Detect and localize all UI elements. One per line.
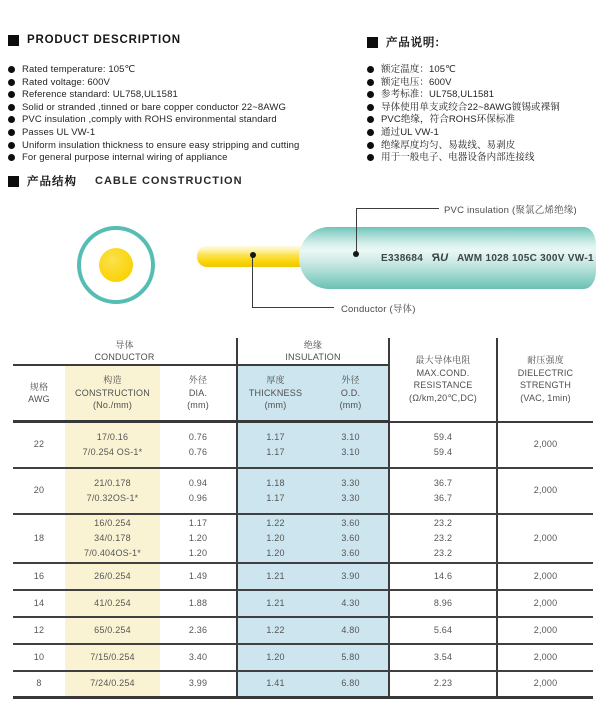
dia-cell: 0.94 0.96 <box>160 468 237 514</box>
bullet-icon <box>367 91 374 98</box>
table-header-od: 外径 O.D. (mm) <box>313 365 389 422</box>
bullet-text: For general purpose internal wiring of appliance <box>22 152 228 164</box>
thickness-cell: 1.17 1.17 <box>237 422 313 468</box>
dia-cell: 1.17 1.20 1.20 <box>160 514 237 563</box>
thickness-cell: 1.22 1.20 1.20 <box>237 514 313 563</box>
table-header-construction: 构造 CONSTRUCTION (No./mm) <box>65 365 160 422</box>
bullet-list-item <box>8 127 360 140</box>
spec-row-awg-8 <box>13 671 593 698</box>
spec-row-awg-12 <box>13 617 593 644</box>
spec-table-body <box>13 422 593 698</box>
insulation-label: PVC insulation (聚氯乙烯绝缘) <box>444 205 577 216</box>
bullet-text: 通过UL VW-1 <box>381 126 439 138</box>
product-notes-header <box>367 34 440 50</box>
table-header-dielectric: 耐压强度 DIELECTRIC STRENGTH (VAC, 1min) <box>497 338 593 422</box>
dia-cell: 1.88 <box>160 590 237 617</box>
resistance-cell: 36.7 36.7 <box>389 468 497 514</box>
bullet-list-item <box>367 89 599 102</box>
cable-construction-title-en: CABLE CONSTRUCTION <box>95 175 243 187</box>
dia-cell: 0.76 0.76 <box>160 422 237 468</box>
spec-row-awg-16 <box>13 563 593 590</box>
resistance-cell: 3.54 <box>389 644 497 671</box>
od-cell: 3.90 <box>313 563 389 590</box>
resistance-cell: 8.96 <box>389 590 497 617</box>
resistance-cell: 14.6 <box>389 563 497 590</box>
bullet-list-item <box>8 89 360 102</box>
bullet-icon <box>8 66 15 73</box>
conductor-core-icon <box>99 248 133 282</box>
awg-cell: 12 <box>13 617 65 644</box>
spec-row-awg-14 <box>13 590 593 617</box>
bullet-list-item <box>367 102 599 115</box>
bullet-icon <box>367 66 374 73</box>
dielectric-cell: 2,000 <box>497 563 593 590</box>
table-group-insulation: 绝缘 INSULATION <box>237 338 389 365</box>
thickness-cell: 1.20 <box>237 644 313 671</box>
dielectric-cell: 2,000 <box>497 468 593 514</box>
od-cell: 3.30 3.30 <box>313 468 389 514</box>
bullet-icon <box>367 79 374 86</box>
bullet-icon <box>367 104 374 111</box>
construction-cell: 17/0.16 7/0.254 OS-1* <box>65 422 160 468</box>
cable-cross-section-icon <box>77 226 155 304</box>
bullet-text: 参考标准：UL758,UL1581 <box>381 89 495 101</box>
bullet-icon <box>367 142 374 149</box>
dielectric-cell: 2,000 <box>497 671 593 698</box>
bullet-list-item <box>8 64 360 77</box>
awg-cell: 14 <box>13 590 65 617</box>
thickness-cell: 1.21 <box>237 563 313 590</box>
ul-recognized-mark-icon: RU <box>432 252 449 264</box>
bullet-text: 导体使用单支或绞合22~8AWG镀锡或裸铜 <box>381 101 560 113</box>
bullet-text: Reference standard: UL758,UL1581 <box>22 89 178 101</box>
bullet-text: PVC绝缘，符合ROHS环保标准 <box>381 114 516 126</box>
product-description-title: PRODUCT DESCRIPTION <box>27 34 181 46</box>
resistance-cell: 23.2 23.2 23.2 <box>389 514 497 563</box>
conductor-side-view-icon <box>197 246 315 267</box>
table-group-row <box>13 338 593 365</box>
table-header-dia: 外径 DIA. (mm) <box>160 365 237 422</box>
bullet-icon <box>8 142 15 149</box>
bullet-list-item <box>367 64 599 77</box>
table-header-resistance: 最大导体电阻 MAX.COND. RESISTANCE (Ω/km,20℃,DC) <box>389 338 497 422</box>
bullet-list-item <box>8 77 360 90</box>
spec-row-awg-20 <box>13 468 593 514</box>
section-marker-icon <box>367 37 378 48</box>
cable-construction-header <box>8 173 243 189</box>
bullet-icon <box>8 154 15 161</box>
bullet-list-item <box>367 127 599 140</box>
bullet-list-item <box>8 102 360 115</box>
bullet-text: Solid or stranded ,tinned or bare copper conductor 22~8AWG <box>22 101 286 113</box>
bullet-icon <box>367 116 374 123</box>
ul-file-number: E338684 <box>381 252 424 264</box>
insulation-leader-line <box>356 208 357 254</box>
section-marker-icon <box>8 176 19 187</box>
product-description-header <box>8 34 181 46</box>
resistance-cell: 5.64 <box>389 617 497 644</box>
bullet-text: Rated voltage: 600V <box>22 76 110 88</box>
bullet-list-item <box>367 140 599 153</box>
bullet-icon <box>8 116 15 123</box>
section-marker-icon <box>8 35 19 46</box>
bullet-icon <box>8 79 15 86</box>
cable-construction-title-zh: 产品结构 <box>27 176 77 188</box>
construction-cell: 26/0.254 <box>65 563 160 590</box>
construction-cell: 16/0.254 34/0.178 7/0.404OS-1* <box>65 514 160 563</box>
wire-print-text <box>381 252 594 264</box>
resistance-cell: 59.4 59.4 <box>389 422 497 468</box>
construction-cell: 7/24/0.254 <box>65 671 160 698</box>
construction-cell: 65/0.254 <box>65 617 160 644</box>
thickness-cell: 1.22 <box>237 617 313 644</box>
construction-cell: 21/0.178 7/0.32OS-1* <box>65 468 160 514</box>
awg-cell: 8 <box>13 671 65 698</box>
construction-cell: 7/15/0.254 <box>65 644 160 671</box>
thickness-cell: 1.18 1.17 <box>237 468 313 514</box>
insulation-leader-line <box>356 208 439 209</box>
bullet-text: Rated temperature: 105℃ <box>22 64 136 75</box>
bullet-list-item <box>367 77 599 90</box>
od-cell: 5.80 <box>313 644 389 671</box>
insulation-cylinder-icon <box>299 227 596 289</box>
dielectric-cell: 2,000 <box>497 514 593 563</box>
bullet-icon <box>8 129 15 136</box>
insulation-leader-dot <box>353 251 359 257</box>
bullet-text: PVC insulation ,comply with ROHS environmental standard <box>22 114 277 126</box>
spec-table <box>13 338 593 699</box>
construction-cell: 41/0.254 <box>65 590 160 617</box>
awg-cell: 22 <box>13 422 65 468</box>
dielectric-cell: 2,000 <box>497 590 593 617</box>
dia-cell: 2.36 <box>160 617 237 644</box>
bullet-icon <box>8 91 15 98</box>
spec-row-awg-18 <box>13 514 593 563</box>
bullet-icon <box>367 154 374 161</box>
table-header-awg: 规格 AWG <box>13 365 65 422</box>
bullet-icon <box>367 129 374 136</box>
od-cell: 4.30 <box>313 590 389 617</box>
bullet-list-item <box>367 152 599 165</box>
awg-cell: 10 <box>13 644 65 671</box>
bullet-list-item <box>8 114 360 127</box>
product-description-list-en <box>8 64 360 165</box>
conductor-leader-line <box>252 307 334 308</box>
od-cell: 6.80 <box>313 671 389 698</box>
conductor-label: Conductor (导体) <box>341 304 416 315</box>
dielectric-cell: 2,000 <box>497 617 593 644</box>
thickness-cell: 1.21 <box>237 590 313 617</box>
od-cell: 4.80 <box>313 617 389 644</box>
od-cell: 3.10 3.10 <box>313 422 389 468</box>
bullet-text: 用于一般电子、电器设备内部连接线 <box>381 152 535 164</box>
table-header-thickness: 厚度 THICKNESS (mm) <box>237 365 313 422</box>
dielectric-cell: 2,000 <box>497 422 593 468</box>
bullet-text: 绝缘厚度均匀、易裁线、易剥皮 <box>381 139 516 151</box>
bullet-text: 额定电压：600V <box>381 76 452 88</box>
thickness-cell: 1.41 <box>237 671 313 698</box>
bullet-icon <box>8 104 15 111</box>
resistance-cell: 2.23 <box>389 671 497 698</box>
dia-cell: 3.99 <box>160 671 237 698</box>
wire-print-spec: AWM 1028 105C 300V VW-1 <box>457 252 594 264</box>
dia-cell: 1.49 <box>160 563 237 590</box>
dielectric-cell: 2,000 <box>497 644 593 671</box>
product-description-list-zh <box>367 64 599 165</box>
dia-cell: 3.40 <box>160 644 237 671</box>
awg-cell: 20 <box>13 468 65 514</box>
table-group-conductor: 导体 CONDUCTOR <box>13 338 237 365</box>
bullet-text: Passes UL VW-1 <box>22 126 96 138</box>
bullet-list-item <box>8 152 360 165</box>
bullet-list-item <box>367 114 599 127</box>
spec-row-awg-22 <box>13 422 593 468</box>
awg-cell: 18 <box>13 514 65 563</box>
spec-row-awg-10 <box>13 644 593 671</box>
conductor-leader-dot <box>250 252 256 258</box>
bullet-text: Uniform insulation thickness to ensure easy stripping and cutting <box>22 139 300 151</box>
awg-cell: 16 <box>13 563 65 590</box>
bullet-text: 额定温度：105℃ <box>381 64 456 75</box>
od-cell: 3.60 3.60 3.60 <box>313 514 389 563</box>
bullet-list-item <box>8 140 360 153</box>
conductor-leader-line <box>252 255 253 307</box>
product-notes-title: 产品说明: <box>386 37 440 49</box>
